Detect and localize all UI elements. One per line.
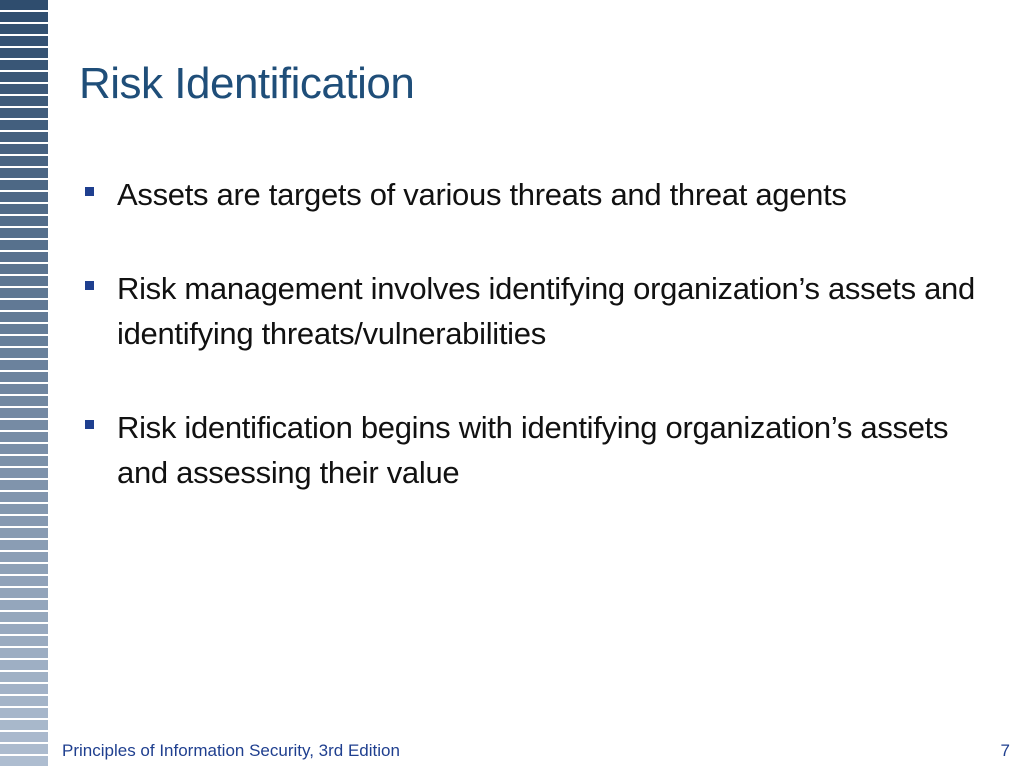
stripe-band	[0, 720, 48, 730]
stripe-band	[0, 288, 48, 298]
stripe-band	[0, 132, 48, 142]
stripe-band	[0, 600, 48, 610]
stripe-band	[0, 276, 48, 286]
stripe-band	[0, 84, 48, 94]
bullet-text: Risk management involves identifying organization’s assets and identifying threats/vulnerabilities	[117, 271, 975, 351]
stripe-band	[0, 612, 48, 622]
stripe-band	[0, 360, 48, 370]
stripe-band	[0, 540, 48, 550]
bullet-item	[85, 266, 985, 356]
stripe-band	[0, 552, 48, 562]
stripe-band	[0, 384, 48, 394]
bullet-text: Assets are targets of various threats and threat agents	[117, 177, 847, 212]
stripe-band	[0, 624, 48, 634]
stripe-band	[0, 36, 48, 46]
stripe-band	[0, 444, 48, 454]
stripe-band	[0, 432, 48, 442]
stripe-band	[0, 12, 48, 22]
stripe-band	[0, 264, 48, 274]
bullet-list	[85, 172, 985, 544]
bullet-item	[85, 405, 985, 495]
stripe-band	[0, 228, 48, 238]
stripe-band	[0, 336, 48, 346]
stripe-band	[0, 480, 48, 490]
slide-title: Risk Identification	[79, 59, 415, 108]
stripe-band	[0, 528, 48, 538]
stripe-band	[0, 420, 48, 430]
stripe-band	[0, 48, 48, 58]
stripe-band	[0, 408, 48, 418]
square-bullet-icon	[85, 420, 94, 429]
footer-book-title: Principles of Information Security, 3rd Edition	[62, 741, 400, 760]
stripe-band	[0, 300, 48, 310]
stripe-band	[0, 396, 48, 406]
stripe-band	[0, 648, 48, 658]
stripe-band	[0, 60, 48, 70]
square-bullet-icon	[85, 187, 94, 196]
stripe-band	[0, 744, 48, 754]
stripe-band	[0, 96, 48, 106]
stripe-band	[0, 120, 48, 130]
stripe-band	[0, 0, 48, 10]
stripe-band	[0, 180, 48, 190]
stripe-band	[0, 204, 48, 214]
stripe-band	[0, 504, 48, 514]
bullet-text: Risk identification begins with identifying organization’s assets and assessing their value	[117, 410, 949, 490]
stripe-band	[0, 108, 48, 118]
stripe-band	[0, 168, 48, 178]
stripe-band	[0, 72, 48, 82]
stripe-band	[0, 468, 48, 478]
stripe-band	[0, 252, 48, 262]
stripe-band	[0, 156, 48, 166]
stripe-band	[0, 696, 48, 706]
stripe-band	[0, 660, 48, 670]
stripe-band	[0, 456, 48, 466]
bullet-item	[85, 172, 985, 217]
stripe-band	[0, 372, 48, 382]
stripe-band	[0, 240, 48, 250]
stripe-band	[0, 732, 48, 742]
stripe-band	[0, 192, 48, 202]
page-number: 7	[1000, 741, 1010, 760]
stripe-band	[0, 516, 48, 526]
stripe-band	[0, 684, 48, 694]
stripe-band	[0, 324, 48, 334]
stripe-band	[0, 492, 48, 502]
stripe-band	[0, 216, 48, 226]
square-bullet-icon	[85, 281, 94, 290]
stripe-band	[0, 348, 48, 358]
stripe-band	[0, 564, 48, 574]
stripe-band	[0, 636, 48, 646]
stripe-band	[0, 24, 48, 34]
stripe-band	[0, 756, 48, 766]
stripe-band	[0, 708, 48, 718]
stripe-band	[0, 144, 48, 154]
stripe-band	[0, 312, 48, 322]
decorative-stripe-bar	[0, 0, 48, 768]
stripe-band	[0, 672, 48, 682]
stripe-band	[0, 588, 48, 598]
stripe-band	[0, 576, 48, 586]
